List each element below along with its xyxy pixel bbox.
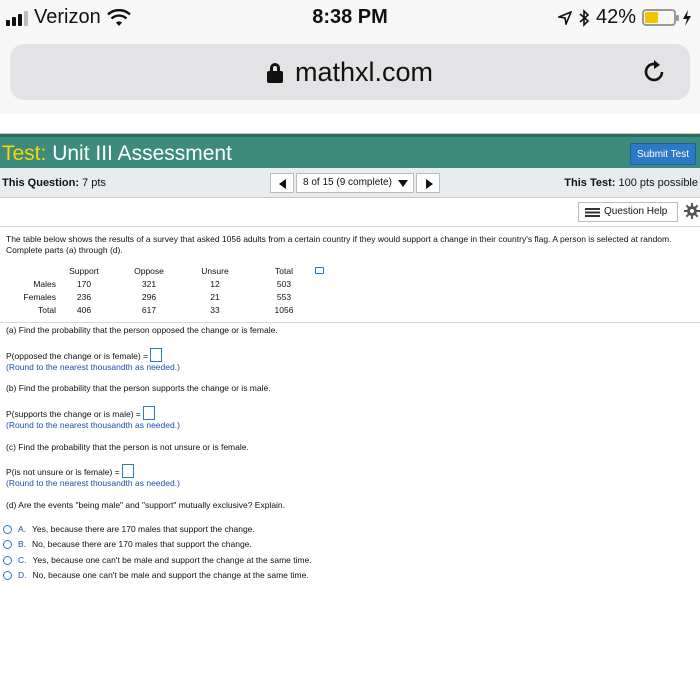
part-a-question: (a) Find the probability that the person opposed the change or is female. [6,325,278,335]
this-question-info [2,177,106,189]
test-title-name: Unit III Assessment [52,142,232,165]
part-c-hint: (Round to the nearest thousandth as needed.) [6,478,180,488]
row-label: Total [38,304,56,315]
question-help-button[interactable] [578,202,678,222]
this-test-label: This Test: [564,177,616,189]
choice-text: No, because one can't be male and support the change at the same time. [32,570,309,580]
table-header-cell: Support [69,265,99,276]
chevron-down-icon [398,180,408,187]
battery-icon [642,9,676,26]
table-cell: 12 [210,278,220,289]
choice-letter: B. [18,539,27,549]
table-cell: 1056 [274,304,294,315]
part-c-question: (c) Find the probability that the person is not unsure or is female. [6,442,249,452]
choice-b[interactable] [3,539,252,549]
part-a-prompt: P(opposed the change or is female) = [6,351,148,361]
table-cell: 617 [141,304,157,315]
row-label: Males [33,278,56,289]
test-title [2,142,232,166]
table-cell: 296 [141,291,157,302]
help-bar [0,198,700,226]
choice-letter: A. [18,524,27,534]
part-b-answer-input[interactable] [143,406,155,420]
this-test-value: 100 pts possible [618,177,698,189]
part-b-question: (b) Find the probability that the person supports the change or is male. [6,383,271,393]
address-bar[interactable] [10,44,690,100]
choice-text: Yes, because there are 170 males that support the change. [32,524,255,534]
part-d-question: (d) Are the events "being male" and "support" mutually exclusive? Explain. [6,500,286,510]
this-test-info [564,177,698,189]
table-cell: 33 [210,304,220,315]
part-c-answer-input[interactable] [122,464,134,478]
table-cell: 21 [210,291,220,302]
submit-test-button[interactable]: Submit Test [630,143,696,165]
question-navigation [0,168,700,198]
table-cell: 553 [276,291,292,302]
battery-percent: 42% [595,6,636,28]
charging-icon [682,10,692,26]
table-row [6,290,324,303]
bluetooth-icon [578,9,590,27]
this-question-value: 7 pts [82,177,106,189]
test-title-bar [0,134,700,168]
table-cell: 406 [76,304,92,315]
radio-button[interactable] [3,525,12,534]
table-header-cell: Unsure [201,265,229,276]
table-header-cell [6,264,56,277]
question-help-label: Question Help [604,206,668,217]
radio-button[interactable] [3,556,12,565]
divider [0,226,700,227]
status-right [558,6,692,29]
part-b-prompt: P(supports the change or is male) = [6,409,141,419]
choice-a[interactable] [3,524,255,534]
choice-c[interactable] [3,555,312,565]
row-label: Females [23,291,56,302]
browser-chrome [0,36,700,114]
part-a-answer-row [6,348,162,362]
table-row [6,277,324,290]
this-question-label: This Question: [2,177,79,189]
part-b-answer-row [6,406,155,420]
choice-letter: C. [18,555,27,565]
url-text[interactable]: mathxl.com [294,57,434,87]
table-row [6,303,324,316]
status-bar [0,0,700,36]
radio-button[interactable] [3,540,12,549]
part-a-hint: (Round to the nearest thousandth as needed.) [6,362,180,372]
scrolled-header-strip [0,114,700,134]
part-a-answer-input[interactable] [150,348,162,362]
table-cell: 503 [276,278,292,289]
list-icon [585,208,600,217]
table-header-cell: Oppose [134,265,164,276]
survey-table [6,264,324,316]
previous-question-button[interactable] [270,173,294,193]
choice-text: Yes, because one can't be male and support the change at the same time. [32,555,312,565]
problem-intro: The table below shows the results of a survey that asked 1056 adults from a certain country if they would support a change in their country's flag. A person is selected at random. Complete parts (a) through (d). [6,234,672,255]
divider [0,322,700,323]
gear-icon[interactable] [684,203,700,219]
part-c-answer-row [6,464,134,478]
table-cell: 170 [76,278,92,289]
question-select[interactable] [296,173,414,193]
table-header-cell: Total [275,265,293,276]
carrier-name: Verizon [34,6,101,28]
table-header-row [6,264,324,277]
copy-table-icon[interactable] [315,267,324,274]
test-title-prefix: Test: [2,142,47,165]
lock-icon [267,63,283,83]
radio-button[interactable] [3,571,12,580]
question-position: 8 of 15 (9 complete) [303,177,392,188]
location-icon [558,11,572,25]
choice-d[interactable] [3,570,309,580]
part-b-hint: (Round to the nearest thousandth as needed.) [6,420,180,430]
choice-text: No, because there are 170 males that support the change. [32,539,252,549]
table-cell: 321 [141,278,157,289]
clock: 8:38 PM [312,6,388,28]
part-c-prompt: P(is not unsure or is female) = [6,467,120,477]
reload-icon[interactable] [640,58,668,86]
choice-letter: D. [18,570,27,580]
next-question-button[interactable] [416,173,440,193]
table-cell: 236 [76,291,92,302]
